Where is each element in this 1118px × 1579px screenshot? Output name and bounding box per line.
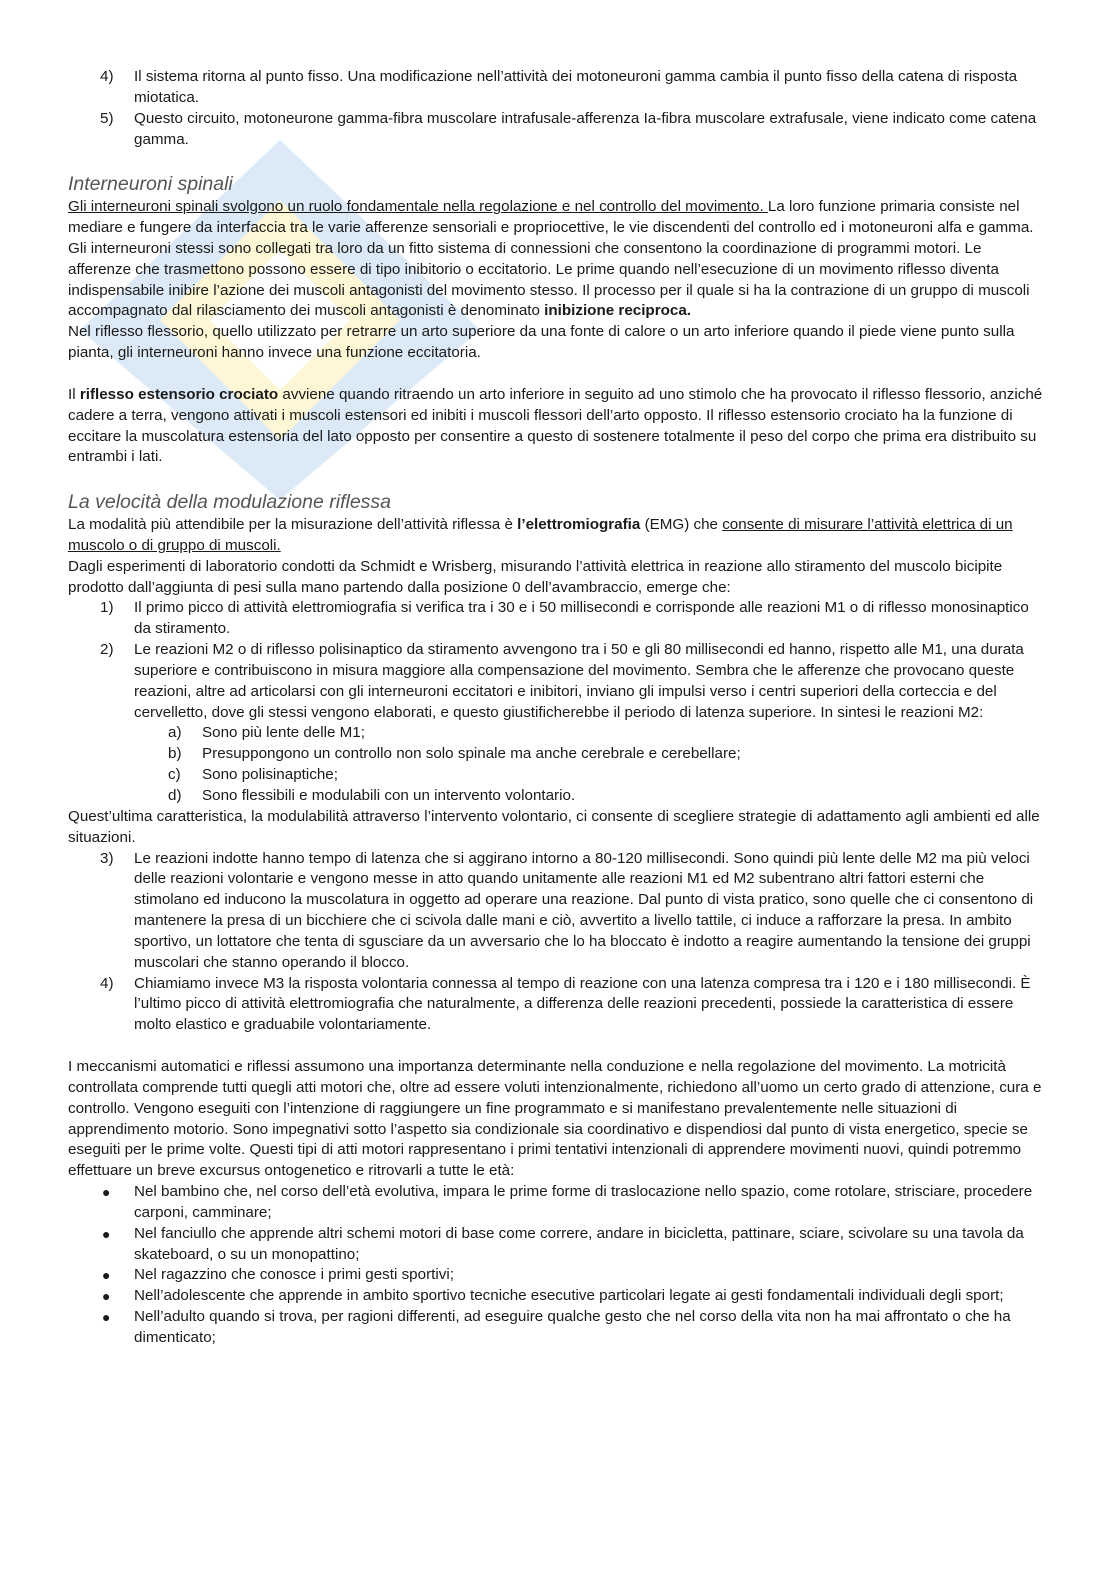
- list-marker: 4): [100, 68, 114, 85]
- underlined-text: consente di misurare l’attività elettrica di un muscolo o di gruppo di muscoli.: [68, 516, 1013, 554]
- list-marker: 4): [100, 974, 114, 992]
- spacer: [68, 1036, 1043, 1057]
- paragraph: [68, 197, 1043, 322]
- text-run: La modalità più attendibile per la misurazione dell’attività riflessa è: [68, 516, 518, 534]
- list-item: [68, 723, 1043, 744]
- bold-term: inibizione reciproca.: [544, 302, 692, 320]
- paragraph: [68, 557, 1043, 599]
- list-item: [68, 744, 1043, 765]
- list-item: [68, 974, 1043, 1037]
- list-marker: ●: [102, 1267, 111, 1284]
- text-run: Il primo picco di attività elettromiografia si verifica tra i 30 e i 50 millisecondi e corrisponde alle reazioni M1 o di riflesso monosinaptico da stiramento.: [134, 599, 1029, 638]
- list-item: [68, 67, 1043, 109]
- text-run: La velocità della modulazione riflessa: [68, 491, 392, 514]
- text-run: Il: [68, 385, 80, 403]
- list-marker: 5): [100, 109, 114, 127]
- list-item: [68, 598, 1043, 640]
- paragraph: [68, 1057, 1043, 1182]
- text-run: La loro funzione primaria consiste nel mediare e fungere da interfaccia tra le varie afferenze sensoriali e propriocettive, le vie discendenti del controllo ed i motoneuroni alfa e gamma. Gli interneuroni stessi sono collegati tra loro da un fitto sistema di connessioni che consentono la coordinazione di programmi motori. Le afferenze che trasmettono possono essere di tipo inibitorio o eccitatorio. Le prime quando nell’esecuzione di un movimento riflesso diventa indispensabile inibire l’azione dei muscoli antagonisti del movimento stesso. Il processo per il quale si ha la contrazione di un gruppo di muscoli accompagnato dal rilasciamento dei muscoli antagonisti è denominato: [68, 198, 1034, 320]
- paragraph: [68, 515, 1043, 557]
- document-page: [68, 67, 1043, 1349]
- list-item: [68, 786, 1043, 807]
- text-run: I meccanismi automatici e riflessi assumono una importanza determinante nella conduzione e nella regolazione del movimento. La motricità controllata comprende tutti quegli atti motori che, oltre ad essere voluti intenzionalmente, richiedono all’uomo un certo grado di attenzione, cura e controllo. Vengono eseguiti con l’intenzione di raggiungere un fine programmato e si manifestano prevalentemente nelle situazioni di apprendimento motorio. Sono impegnativi sotto l’aspetto sia condizionale sia coordinativo e dispendiosi dal punto di vista energetico, specie se eseguiti per le prime volte. Questi tipi di atti motori rappresentano i primi tentativi intenzionali di apprendere movimenti nuovi, quindi potremmo effettuare un breve excursus ontogenetico e ritrovarli a tutte le età:: [68, 1057, 1042, 1180]
- list-marker: ●: [102, 1288, 111, 1305]
- list-marker: a): [168, 724, 182, 742]
- bold-term: l’elettromiografia: [517, 516, 641, 534]
- spacer: [68, 468, 1043, 489]
- list-item: [68, 765, 1043, 786]
- list-marker: ●: [102, 1225, 111, 1242]
- list-item: [68, 849, 1043, 974]
- underlined-text: Gli interneuroni spinali svolgono un ruolo fondamentale nella regolazione e nel controllo del movimento.: [68, 198, 768, 216]
- text-run: Quest’ultima caratteristica, la modulabilità attraverso l’intervento volontario, ci consente di scegliere strategie di adattamento agli ambienti ed alle situazioni.: [68, 807, 1040, 846]
- text-run: Chiamiamo invece M3 la risposta volontaria connessa al tempo di reazione con una latenza compresa tra i 120 e i 180 millisecondi. È l’ultimo picco di attività elettromiografia che naturalmente, a differenza delle reazioni precedenti, possiede la caratteristica di essere molto elastico e graduabile volontariamente.: [134, 974, 1031, 1034]
- list-item: [68, 109, 1043, 151]
- text-run: Le reazioni M2 o di riflesso polisinaptico da stiramento avvengono tra i 50 e gli 80 millisecondi ed hanno, rispetto alle M1, una durata superiore e contribuiscono in misura maggiore alla compensazione del movimento. Sembra che le afferenze che provocano queste reazioni, altre ad articolarsi con gli interneuroni eccitatori e inibitori, inviano gli impulsi verso i centri superiori della corteccia e del cervelletto, dove gli stessi vengono elaborati, e questo giustificherebbe il periodo di latenza superiore. In sintesi le reazioni M2:: [134, 641, 1024, 721]
- list-marker: b): [168, 745, 182, 763]
- text-run: (EMG) che: [640, 516, 723, 534]
- text-run: Presuppongono un controllo non solo spinale ma anche cerebrale e cerebellare;: [202, 745, 741, 763]
- text-run: Nel riflesso flessorio, quello utilizzato per retrarre un arto superiore da una fonte di calore o un arto inferiore quando il piede viene punto sulla pianta, gli interneuroni hanno invece una funzione eccitatoria.: [68, 323, 1015, 362]
- list-marker: ●: [102, 1184, 111, 1201]
- list-marker: c): [168, 766, 181, 784]
- bold-term: riflesso estensorio crociato: [79, 385, 279, 403]
- text-run: Nell’adulto quando si trova, per ragioni differenti, ad eseguire qualche gesto che nel corso della vita non ha mai affrontato o che ha dimenticato;: [134, 1308, 1011, 1346]
- text-run: Nel bambino che, nel corso dell’età evolutiva, impara le prime forme di traslocazione nello spazio, come rotolare, strisciare, procedere carponi, camminare;: [134, 1183, 1033, 1221]
- bullet-item: [68, 1307, 1043, 1349]
- list-marker: ●: [102, 1309, 111, 1326]
- list-marker: d): [168, 787, 182, 804]
- paragraph: [68, 322, 1043, 364]
- spacer: [68, 364, 1043, 385]
- text-run: Sono polisinaptiche;: [202, 766, 338, 784]
- list-marker: 3): [100, 849, 114, 867]
- text-run: Sono flessibili e modulabili con un intervento volontario.: [202, 787, 576, 804]
- bullet-item: [68, 1224, 1043, 1266]
- bullet-item: [68, 1265, 1043, 1286]
- section-heading: [68, 171, 1043, 197]
- bullet-item: [68, 1286, 1043, 1307]
- text-run: Le reazioni indotte hanno tempo di latenza che si aggirano intorno a 80-120 millisecondi. Sono quindi più lente delle M2 ma più veloci delle reazioni volontarie e vengono messe in atto quando unitamente alle reazioni M1 ed M2 subentrano altri fattori esterni che stimolano ed inducono la muscolatura in oggetto ad operare una reazione. Dal punto di vista pratico, sono quelle che ci consentono di mantenere la presa di un bicchiere che ci scivola dalle mani e ciò, avvertito a livello tattile, ci induce a rafforzare la presa. In ambito sportivo, un lottatore che tenta di sgusciare da un avversario che lo ha bloccato è indotto a reagire aumentando la tensione dei gruppi muscolari che stanno operando il blocco.: [134, 849, 1034, 971]
- text-run: Sono più lente delle M1;: [202, 724, 365, 742]
- section-heading: [68, 489, 1043, 515]
- text-run: Nell’adolescente che apprende in ambito sportivo tecniche esecutive particolari legate ai gesti fondamentali individuali degli sport;: [134, 1287, 1004, 1305]
- text-run: avviene quando ritraendo un arto inferiore in seguito ad uno stimolo che ha provocato il riflesso flessorio, anziché cadere a terra, vengono attivati i muscoli estensori ed inibiti i muscoli flessori dell’arto opposto. Il riflesso estensorio crociato ha la funzione di eccitare la muscolatura estensoria del lato opposto per consentire a questo di sostenere totalmente il peso del corpo che prima era distribuito su entrambi i lati.: [68, 385, 1043, 466]
- bullet-item: [68, 1182, 1043, 1224]
- list-marker: 1): [100, 599, 114, 617]
- list-marker: 2): [100, 641, 114, 659]
- paragraph: [68, 385, 1043, 468]
- paragraph: [68, 807, 1043, 849]
- list-item: [68, 640, 1043, 723]
- text-run: Dagli esperimenti di laboratorio condotti da Schmidt e Wrisberg, misurando l’attività elettrica in reazione allo stiramento del muscolo bicipite prodotto dall’aggiunta di pesi sulla mano partendo dalla posizione 0 dell’avambraccio, emerge che:: [68, 557, 1003, 596]
- text-run: Nel fanciullo che apprende altri schemi motori di base come correre, andare in bicicletta, pattinare, sciare, scivolare su una tavola da skateboard, o su un monopattino;: [134, 1224, 1024, 1263]
- text-run: Questo circuito, motoneurone gamma-fibra muscolare intrafusale-afferenza Ia-fibra muscolare extrafusale, viene indicato come catena gamma.: [134, 109, 1037, 148]
- text-run: Nel ragazzino che conosce i primi gesti sportivi;: [134, 1266, 454, 1284]
- spacer: [68, 150, 1043, 171]
- text-run: Il sistema ritorna al punto fisso. Una modificazione nell’attività dei motoneuroni gamma cambia il punto fisso della catena di risposta miotatica.: [134, 68, 1018, 106]
- text-run: Interneuroni spinali: [68, 173, 233, 196]
